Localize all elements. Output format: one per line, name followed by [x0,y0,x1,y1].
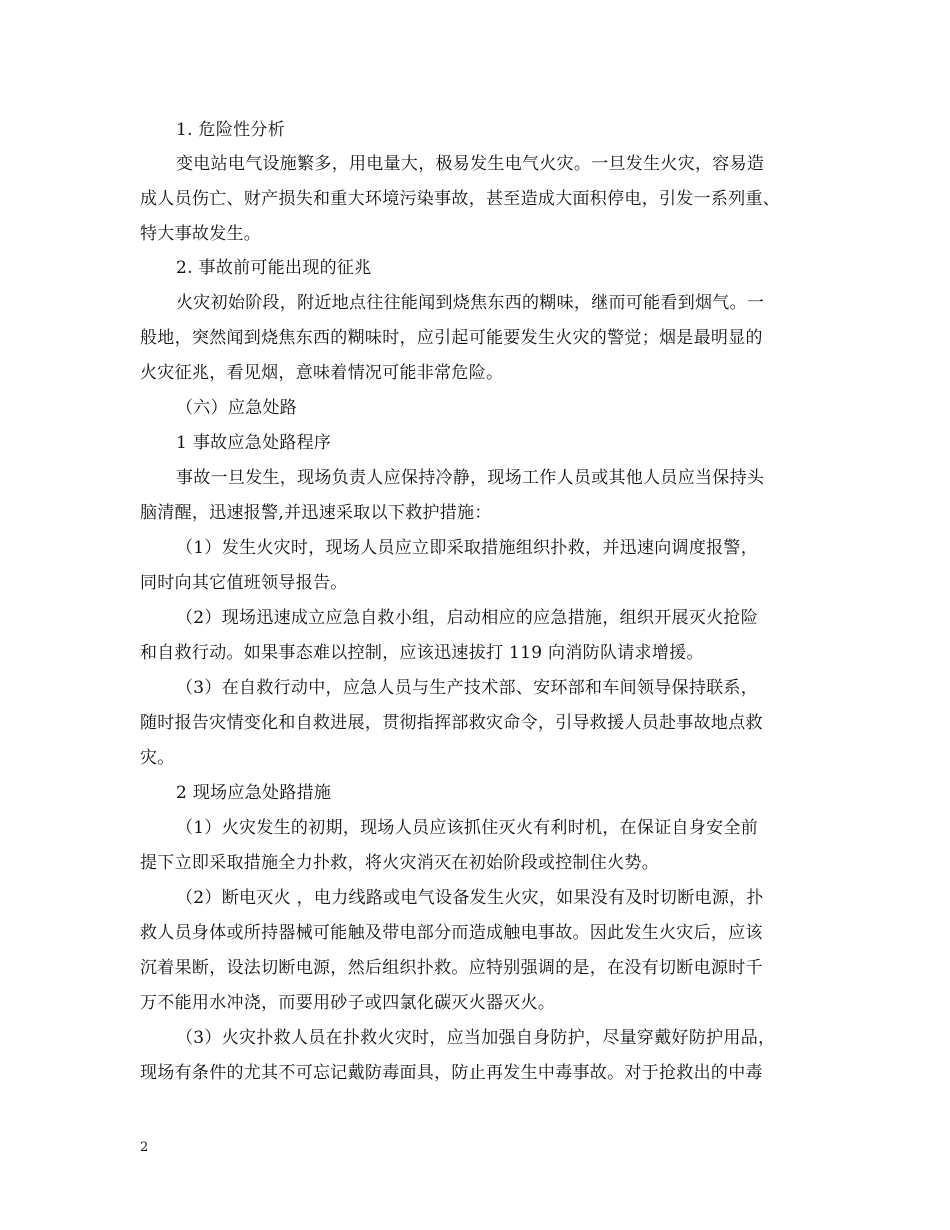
paragraph-line: （3）在自救行动中，应急人员与生产技术部、安环部和车间领导保持联系， [176,678,759,698]
paragraph-line: 般地，突然闻到烧焦东西的糊味时，应引起可能要发生火灾的警觉；烟是最明显的 [140,328,763,348]
paragraph-line: 救人员身体或所持器械可能触及带电部分而造成触电事故。因此发生火灾后，应该 [140,923,763,943]
paragraph-line: 火灾初始阶段，附近地点往往能闻到烧焦东西的糊味，继而可能看到烟气。一 [176,293,765,313]
paragraph-line: 火灾征兆，看见烟，意味着情况可能非常危险。 [140,363,504,383]
paragraph-line: （2）断电灭火 ，电力线路或电气设备发生火灾，如果没有及时切断电源，扑 [176,888,764,908]
paragraph-line: 和自救行动。如果事态难以控制，应该迅速拔打 119 向消防队请求增援。 [140,643,704,663]
paragraph-line: 特大事故发生。 [140,224,262,244]
heading-emergency-procedure: 1 事故应急处路程序 [176,433,332,453]
heading-warning-signs: 2. 事故前可能出现的征兆 [176,258,372,278]
paragraph-line: 现场有条件的尤其不可忘记戴防毒面具，防止再发生中毒事故。对于抢救出的中毒 [140,1063,763,1083]
paragraph-line: 成人员伤亡、财产损失和重大环境污染事故，甚至造成大面积停电，引发一系列重、 [140,189,781,209]
paragraph-line: （1）发生火灾时，现场人员应立即采取措施组织扑救，并迅速向调度报警， [176,538,759,558]
paragraph-line: 随时报告灾情变化和自救进展，贯彻指挥部救灾命令，引导救援人员赴事故地点救 [140,713,763,733]
heading-risk-analysis: 1. 危险性分析 [176,120,286,140]
section-heading-emergency: （六）应急处路 [176,398,298,418]
paragraph-line: 事故一旦发生，现场负责人应保持冷静，现场工作人员或其他人员应当保持头 [176,468,765,488]
paragraph-line: 脑清醒，迅速报警,并迅速采取以下救护措施： [140,503,492,523]
page-number: 2 [140,1140,149,1155]
paragraph-line: （2）现场迅速成立应急自救小组，启动相应的应急措施，组织开展灭火抢险 [176,608,759,628]
paragraph-line: 灾。 [140,748,175,768]
paragraph-line: （3）火灾扑救人员在扑救火灾时，应当加强自身防护，尽量穿戴好防护用品， [176,1028,776,1048]
paragraph-line: 万不能用水冲浇，而要用砂子或四氯化碳灭火器灭火。 [140,993,556,1013]
paragraph-line: 沉着果断，设法切断电源，然后组织扑救。应特别强调的是，在没有切断电源时千 [140,958,763,978]
paragraph-line: 同时向其它值班领导报告。 [140,573,348,593]
paragraph-line: 提下立即采取措施全力扑救，将火灾消灭在初始阶段或控制住火势。 [140,853,659,873]
paragraph-line: （1）火灾发生的初期，现场人员应该抓住灭火有利时机，在保证自身安全前 [176,818,759,838]
heading-onsite-measures: 2 现场应急处路措施 [176,783,332,803]
paragraph-line: 变电站电气设施繁多，用电量大，极易发生电气火灾。一旦发生火灾，容易造 [176,154,765,174]
